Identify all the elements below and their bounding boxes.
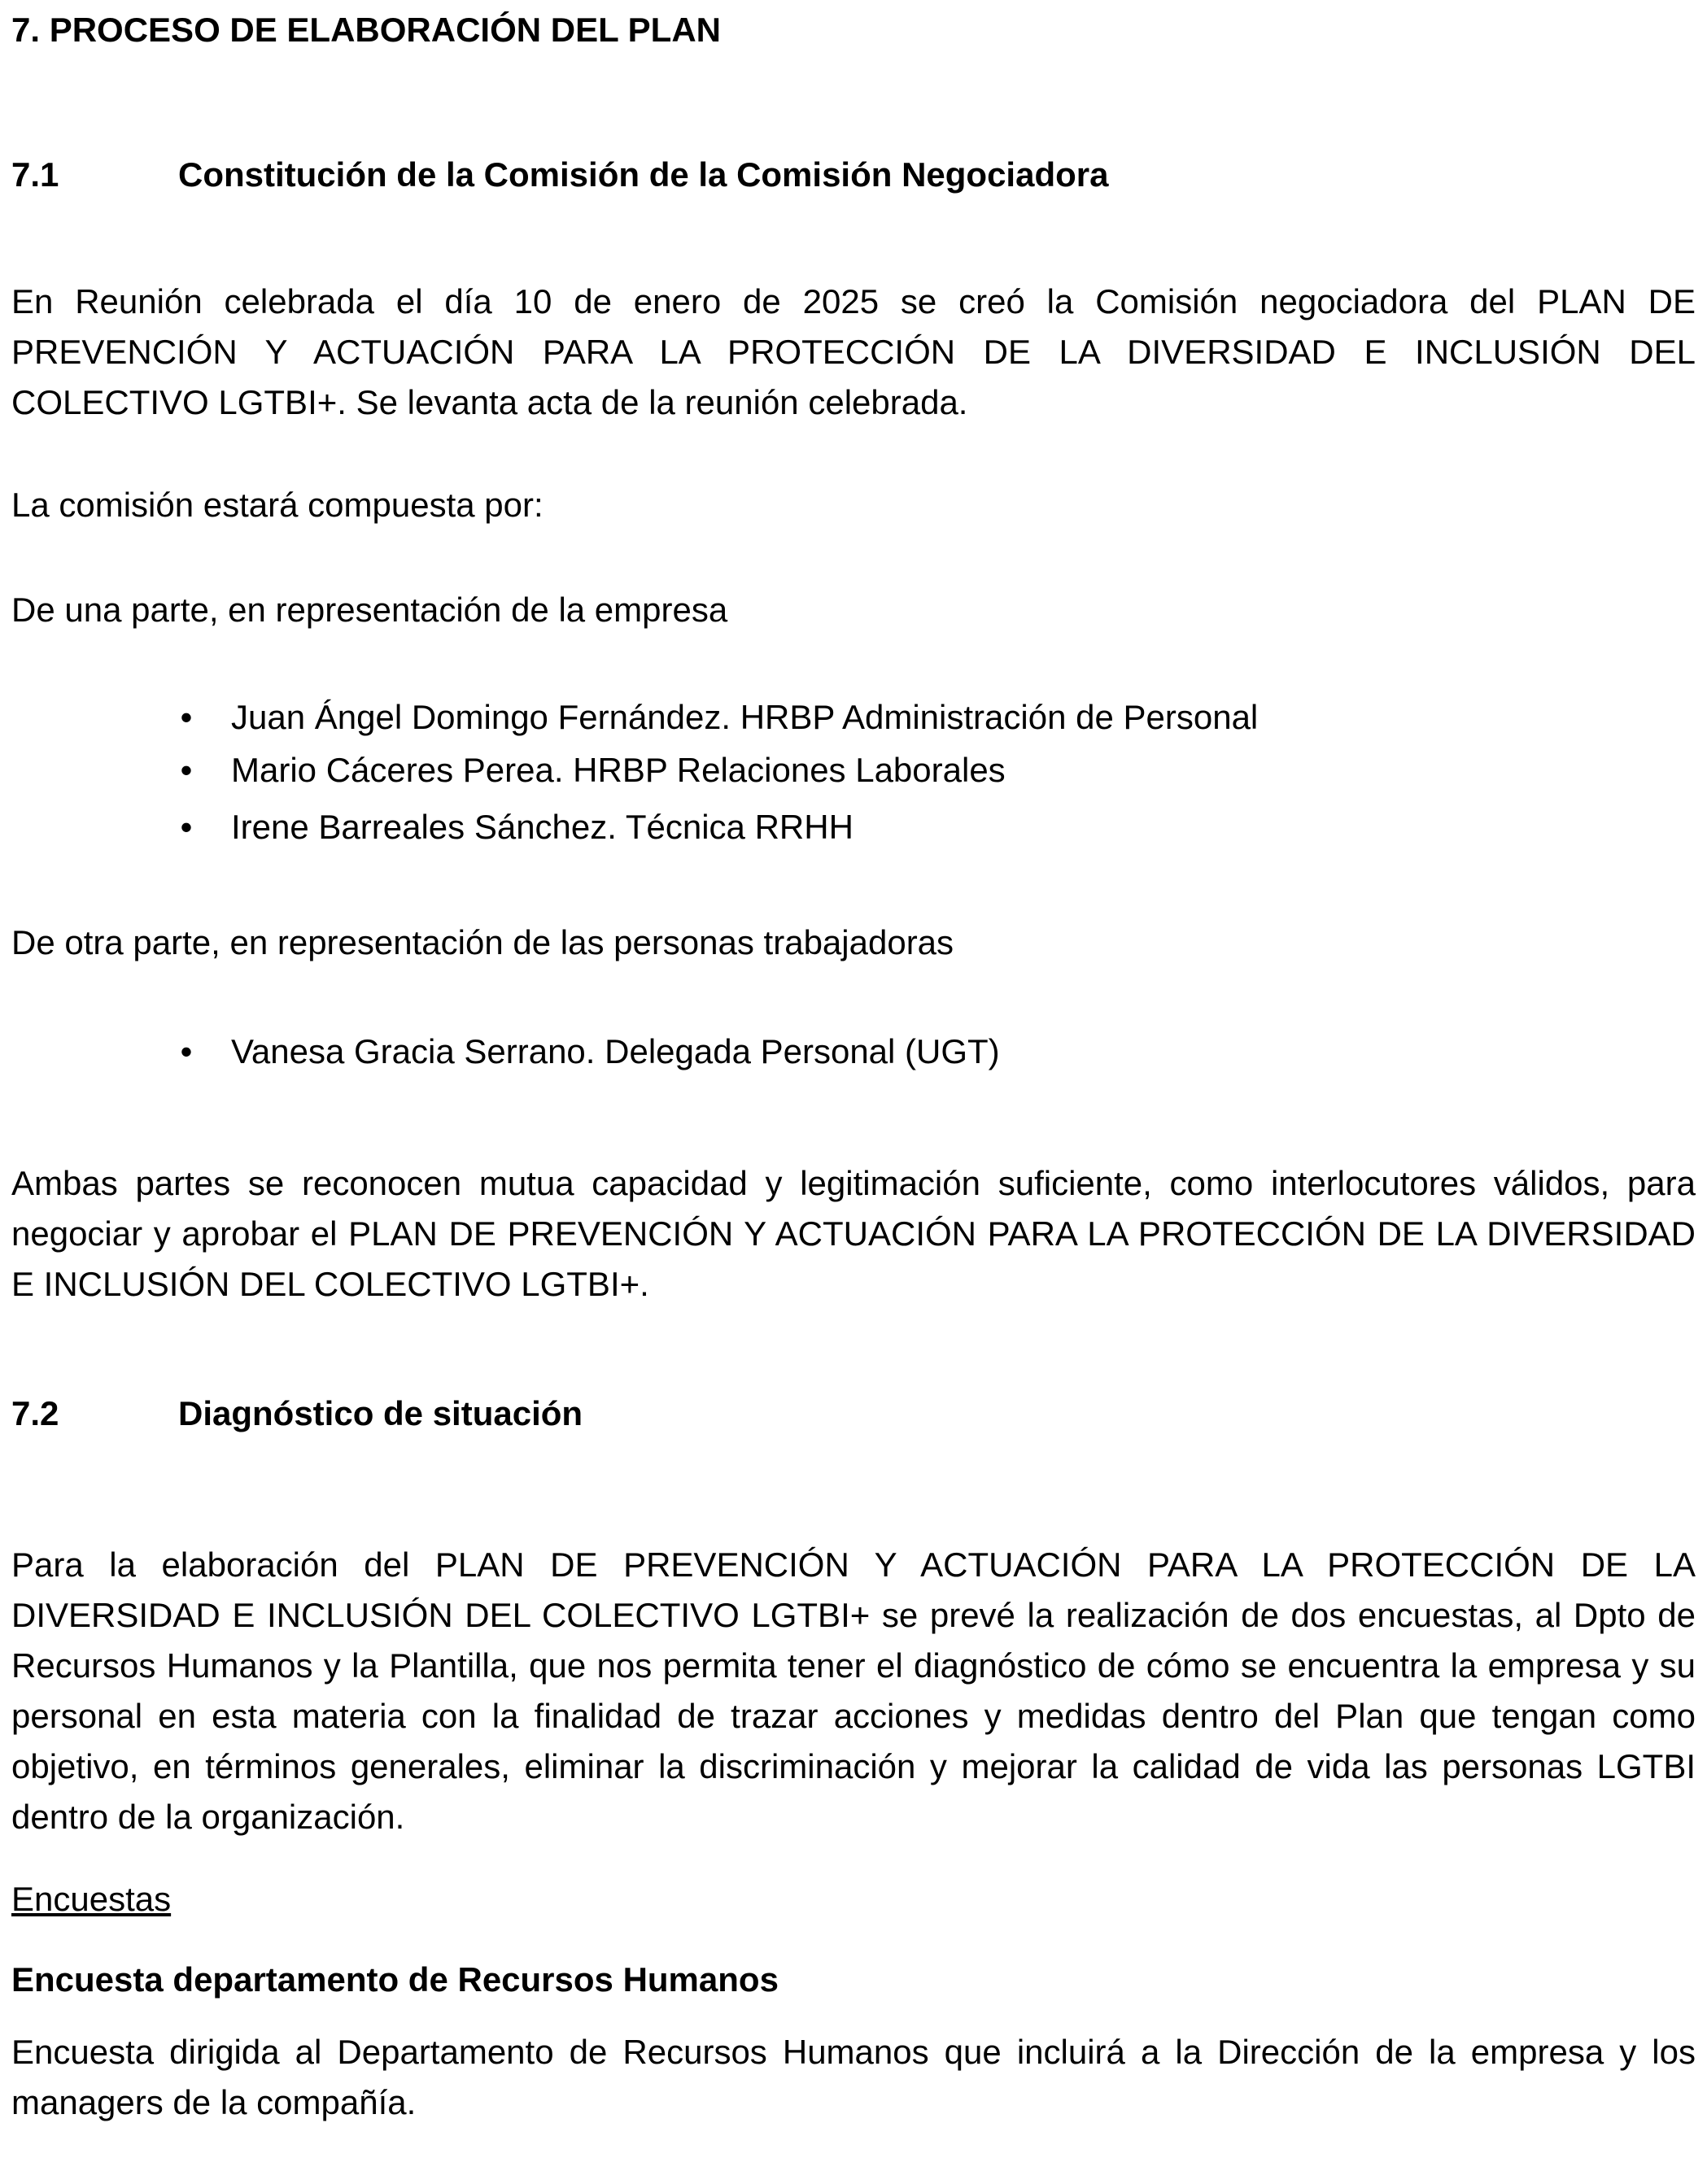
company-side-text: De una parte, en representación de la empresa bbox=[11, 591, 728, 629]
commission-intro-paragraph: En Reunión celebrada el día 10 de enero de 2025 se creó la Comisión negociadora del PLAN DE PREVENCIÓN Y ACTUACIÓN PARA LA PROTECCIÓN DE LA DIVERSIDAD E INCLUSIÓN DEL COLECTIVO LGTBI+. Se levanta acta de la reunión celebrada. bbox=[11, 282, 1696, 421]
list-item: • Vanesa Gracia Serrano. Delegada Personal (UGT) bbox=[11, 1031, 1696, 1072]
subsection-heading-7-1 bbox=[11, 155, 1108, 195]
subsection-title: Diagnóstico de situación bbox=[178, 1394, 583, 1432]
bullet-icon: • bbox=[180, 808, 193, 846]
hr-survey-title: Encuesta departamento de Recursos Humanos bbox=[11, 1960, 779, 1999]
list-item: • Juan Ángel Domingo Fernández. HRBP Administración de Personal bbox=[11, 697, 1696, 738]
hr-survey-text: Encuesta dirigida al Departamento de Recursos Humanos que incluirá a la Dirección de la empresa y los managers de la compañía. bbox=[11, 2033, 1696, 2121]
bullet-icon: • bbox=[180, 698, 193, 736]
worker-members-list bbox=[11, 1031, 1696, 1072]
subsection-title: Constitución de la Comisión de la Comisión Negociadora bbox=[178, 155, 1109, 194]
list-item: • Irene Barreales Sánchez. Técnica RRHH bbox=[11, 807, 1696, 848]
bullet-icon: • bbox=[180, 1032, 193, 1070]
company-members-list bbox=[11, 697, 1696, 848]
subsection-number: 7.2 bbox=[11, 1394, 59, 1432]
subsection-number: 7.1 bbox=[11, 155, 59, 194]
diagnosis-paragraph: Para la elaboración del PLAN DE PREVENCIÓN Y ACTUACIÓN PARA LA PROTECCIÓN DE LA DIVERSIDAD E INCLUSIÓN DEL COLECTIVO LGTBI+ se prevé la realización de dos encuestas, al Dpto de Recursos Humanos y la Plantilla, que nos permita tener el diagnóstico de cómo se encuentra la empresa y su personal en esta materia con la finalidad de trazar acciones y medidas dentro del Plan que tengan como objetivo, en términos generales, eliminar la discriminación y mejorar la calidad de vida las personas LGTBI dentro de la organización. bbox=[11, 1545, 1696, 1836]
surveys-label: Encuestas bbox=[11, 1880, 172, 1918]
subsection-heading-7-2 bbox=[11, 1393, 583, 1434]
workers-side-text: De otra parte, en representación de las personas trabajadoras bbox=[11, 923, 954, 961]
bullet-icon: • bbox=[180, 751, 193, 789]
list-item: • Mario Cáceres Perea. HRBP Relaciones Laborales bbox=[11, 750, 1696, 791]
closing-paragraph: Ambas partes se reconocen mutua capacidad y legitimación suficiente, como interlocutores válidos, para negociar y aprobar el PLAN DE PREVENCIÓN Y ACTUACIÓN PARA LA PROTECCIÓN DE LA DIVERSIDAD E INCLUSIÓN DEL COLECTIVO LGTBI+. bbox=[11, 1164, 1696, 1303]
composition-text: La comisión estará compuesta por: bbox=[11, 486, 544, 524]
section-heading: 7. PROCESO DE ELABORACIÓN DEL PLAN bbox=[11, 11, 721, 49]
